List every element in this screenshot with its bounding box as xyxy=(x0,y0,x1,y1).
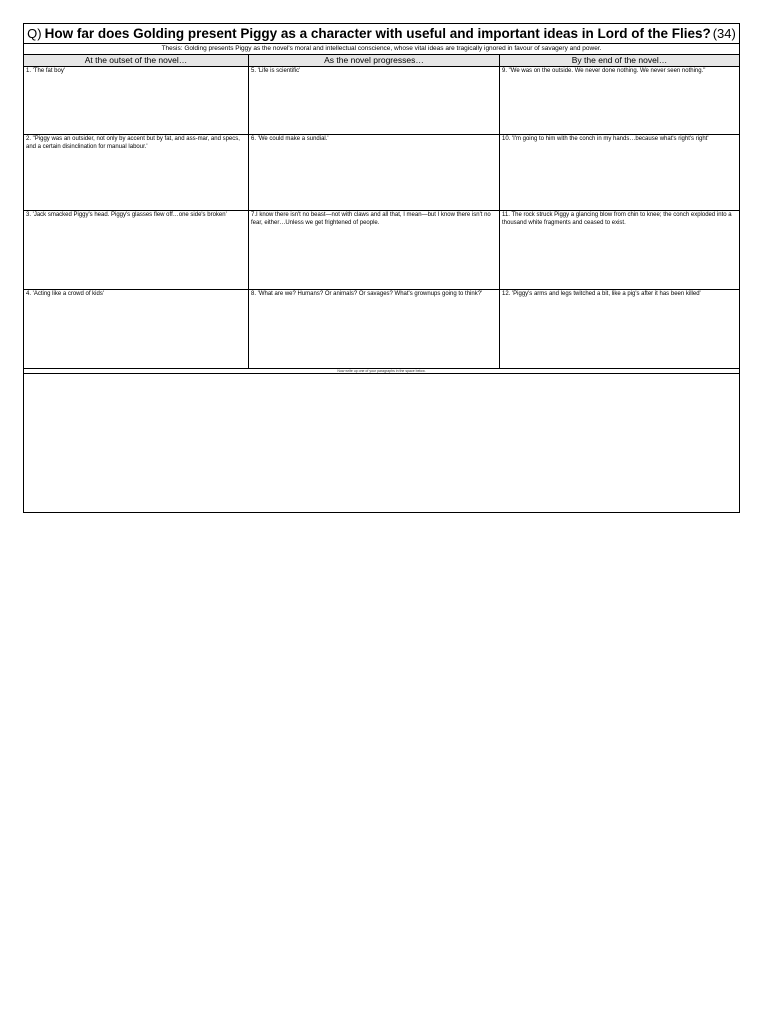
question-row xyxy=(24,24,739,44)
quote-cell-1[interactable]: 1. 'The fat boy' xyxy=(24,67,248,135)
quote-cell-3[interactable]: 3. 'Jack smacked Piggy's head. Piggy's glasses flew off…one side's broken' xyxy=(24,211,248,290)
column-headers xyxy=(24,55,739,67)
question-text: How far does Golding present Piggy as a character with useful and important ideas in Lord of the Flies? xyxy=(44,26,711,41)
writing-instruction: Now write up one of your paragraphs in the space below. xyxy=(24,369,739,374)
question-marks: (34) xyxy=(712,26,736,41)
column-header-progresses: As the novel progresses… xyxy=(248,55,499,66)
quote-cell-7[interactable]: 7.I know there isn't no beast—not with claws and all that, I mean—but I know there isn't no fear, either…Unless we get frightened of people. xyxy=(248,211,499,290)
thesis-statement: Thesis: Golding presents Piggy as the novel's moral and intellectual conscience, whose vital ideas are tragically ignored in favour of savagery and power. xyxy=(24,44,739,55)
quote-cell-5[interactable]: 5. 'Life is scientific' xyxy=(248,67,499,135)
worksheet xyxy=(23,23,740,513)
quote-cell-10[interactable]: 10. 'I'm going to him with the conch in my hands…because what's right's right' xyxy=(499,135,739,211)
answer-area[interactable] xyxy=(24,374,739,512)
question-prefix: Q) xyxy=(27,26,42,41)
quote-cell-6[interactable]: 6. 'We could make a sundial.' xyxy=(248,135,499,211)
quote-cell-4[interactable]: 4. 'Acting like a crowd of kids' xyxy=(26,291,104,297)
quote-cell-2[interactable]: 2. "Piggy was an outsider, not only by accent but by fat, and ass-mar, and specs, and a certain disinclination for manual labour.' xyxy=(24,135,248,211)
quote-cell-12[interactable]: 12. 'Piggy's arms and legs twitched a bit, like a pig's after it has been killed' xyxy=(499,290,739,368)
quote-cell-11[interactable]: 11. The rock struck Piggy a glancing blow from chin to knee; the conch exploded into a thousand white fragments and ceased to exist. xyxy=(499,211,739,290)
column-header-end: By the end of the novel… xyxy=(499,55,739,66)
quote-grid xyxy=(24,67,739,369)
quote-cell-8[interactable]: 8. 'What are we? Humans? Or animals? Or savages? What's grownups going to think?' xyxy=(248,290,499,368)
column-header-outset: At the outset of the novel… xyxy=(84,55,188,65)
quote-cell-9[interactable]: 9. "We was on the outside. We never done nothing. We never seen nothing." xyxy=(499,67,739,135)
